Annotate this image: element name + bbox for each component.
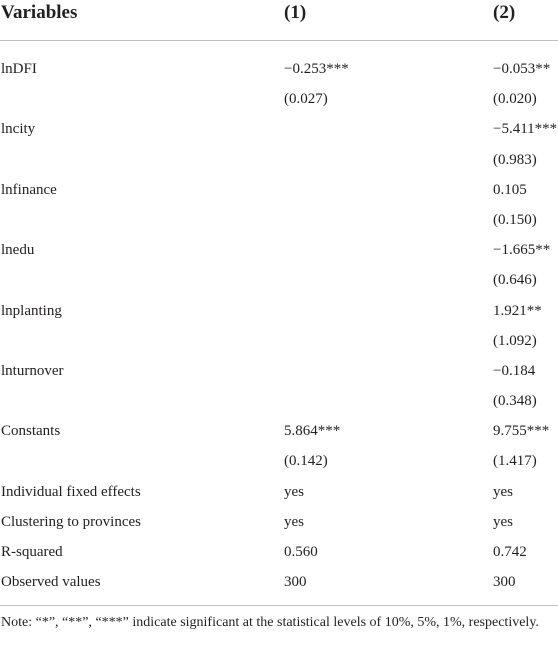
table-row: [0, 567, 558, 597]
variable-cell: lnfinance: [1, 181, 57, 198]
table-body: [0, 54, 558, 597]
variable-cell: Individual fixed effects: [1, 483, 141, 500]
table-header-row: [0, 0, 558, 41]
model-2-cell: −1.665**: [493, 242, 551, 259]
variable-cell: lnturnover: [1, 362, 64, 379]
variable-cell: lnedu: [1, 242, 35, 259]
model-1-cell: 5.864***: [284, 423, 341, 440]
table-row: [0, 296, 558, 326]
model-2-cell: (1.417): [493, 453, 537, 470]
model-1-cell: (0.027): [284, 91, 328, 108]
model-2-cell: 1.921**: [493, 302, 542, 319]
variable-cell: Constants: [1, 423, 61, 440]
header-variables: Variables: [1, 2, 78, 23]
table-row: [0, 477, 558, 507]
table-row: [0, 326, 558, 356]
table-row: [0, 205, 558, 235]
table-row: [0, 235, 558, 265]
model-2-cell: (0.646): [493, 272, 537, 289]
note-divider: [0, 605, 558, 606]
variable-cell: lncity: [1, 121, 36, 138]
model-1-cell: 300: [284, 574, 307, 591]
table-row: [0, 84, 558, 114]
model-2-cell: 300: [493, 574, 516, 591]
table-note: Note: “*”, “**”, “***” indicate significant at the statistical levels of 10%, 5%, 1%, respectively.: [1, 615, 539, 630]
model-2-cell: (0.020): [493, 91, 537, 108]
header-column-2: (2): [493, 2, 516, 23]
variable-cell: Observed values: [1, 574, 101, 591]
table-row: [0, 356, 558, 386]
model-2-cell: 9.755***: [493, 423, 550, 440]
model-2-cell: (0.983): [493, 151, 537, 168]
model-1-cell: −0.253***: [284, 61, 349, 77]
model-2-cell: (1.092): [493, 332, 537, 349]
variable-cell: lnplanting: [1, 302, 62, 319]
model-2-cell: yes: [493, 483, 513, 500]
table-row: [0, 145, 558, 175]
model-1-cell: 0.560: [284, 544, 318, 560]
table-row: [0, 175, 558, 205]
model-2-cell: −0.053**: [493, 61, 551, 77]
table-row: [0, 446, 558, 476]
model-2-cell: yes: [493, 513, 513, 530]
table-row: [0, 114, 558, 144]
table-row: [0, 507, 558, 537]
model-2-cell: −0.184: [493, 362, 536, 379]
table-row: [0, 416, 558, 446]
table-row: [0, 386, 558, 416]
variable-cell: R-squared: [1, 544, 63, 560]
table-row: [0, 265, 558, 295]
model-1-cell: yes: [284, 513, 304, 530]
table-row: [0, 537, 558, 567]
model-2-cell: 0.742: [493, 544, 527, 560]
model-2-cell: (0.348): [493, 393, 537, 410]
model-2-cell: −5.411***: [493, 121, 558, 138]
model-1-cell: (0.142): [284, 453, 328, 470]
model-2-cell: (0.150): [493, 211, 537, 228]
table-row: [0, 54, 558, 84]
model-2-cell: 0.105: [493, 181, 527, 198]
variable-cell: lnDFI: [1, 61, 37, 77]
variable-cell: Clustering to provinces: [1, 513, 141, 530]
model-1-cell: yes: [284, 483, 304, 500]
header-column-1: (1): [284, 2, 307, 23]
